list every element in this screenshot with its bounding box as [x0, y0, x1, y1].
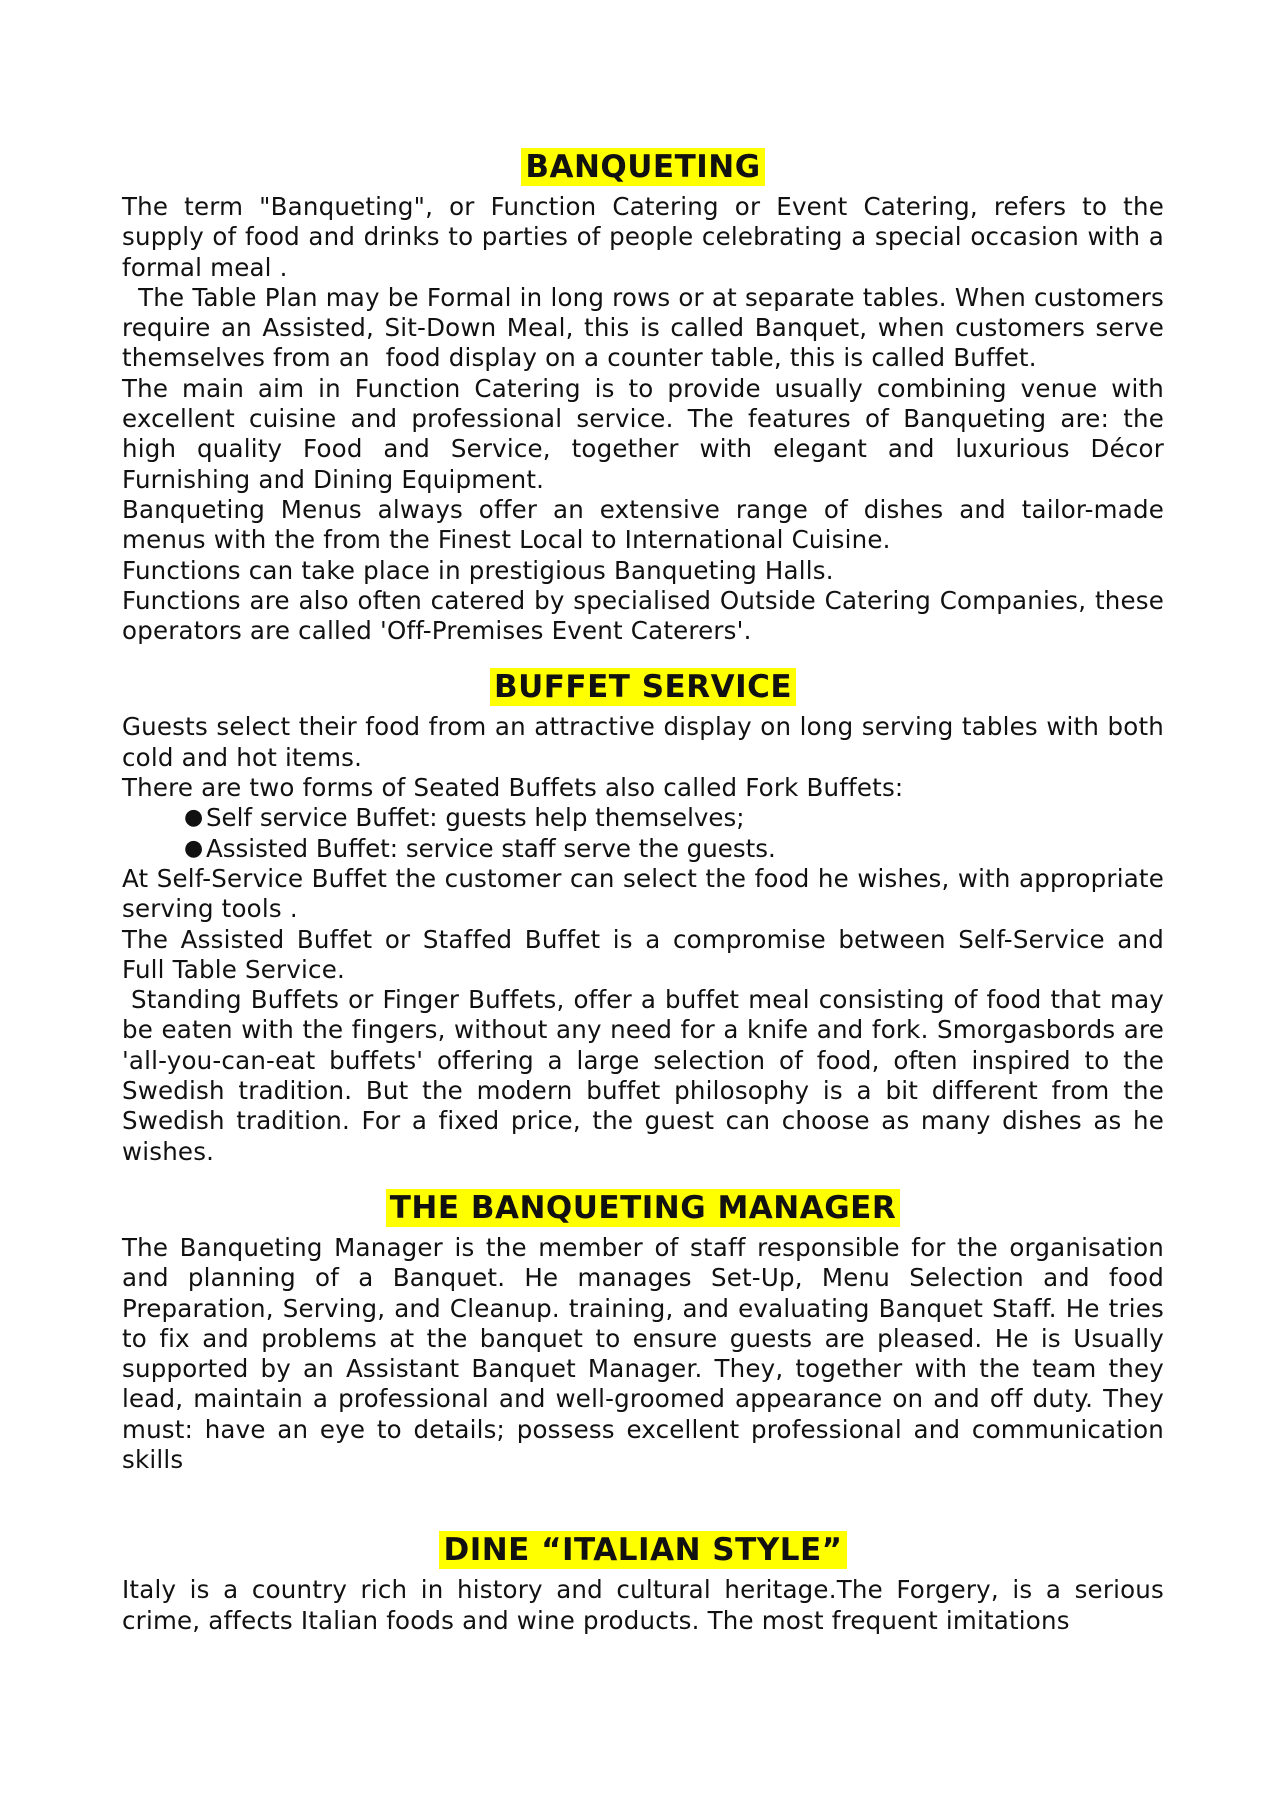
paragraph: Guests select their food from an attractive display on long serving tables with both cold and hot items. [122, 712, 1164, 772]
heading-row [122, 148, 1164, 192]
heading-row [122, 1189, 1164, 1233]
heading-row [122, 668, 1164, 712]
section-heading: BUFFET SERVICE [490, 668, 796, 706]
document-page [122, 148, 1172, 1636]
paragraph: The term "Banqueting", or Function Catering or Event Catering, refers to the supply of food and drinks to parties of people celebrating a special occasion with a formal meal . [122, 192, 1164, 282]
bullet-dot-icon: ● [184, 835, 204, 861]
spacer [122, 1167, 1164, 1189]
paragraph: The Banqueting Manager is the member of staff responsible for the organisation and planning of a Banquet. He manages Set-Up, Menu Selection and food Preparation, Serving, and Cleanup. training, and evaluating Banquet Staff. He tries to fix and problems at the banquet to ensure guests are pleased. He is Usually supported by an Assistant Banquet Manager. They, together with the team they lead, maintain a professional and well-groomed appearance on and off duty. They must: have an eye to details; possess excellent professional and communication skills [122, 1232, 1164, 1474]
section-heading: THE BANQUETING MANAGER [386, 1189, 900, 1227]
bullet-list [122, 803, 1164, 864]
paragraph: At Self-Service Buffet the customer can select the food he wishes, with appropriate serving tools . [122, 863, 1164, 924]
paragraph: Functions can take place in prestigious Banqueting Halls. [122, 555, 834, 585]
section-heading: DINE “ITALIAN STYLE” [439, 1531, 846, 1569]
list-item-text: Assisted Buffet: service staff serve the guests. [206, 833, 776, 863]
paragraph: There are two forms of Seated Buffets also called Fork Buffets: [122, 773, 904, 803]
section-heading: BANQUETING [521, 148, 764, 186]
section-banqueting [122, 148, 1172, 646]
paragraph: Banqueting Menus always offer an extensive range of dishes and tailor-made menus with the from the Finest Local to International Cuisine. [122, 494, 1164, 555]
paragraph: The Assisted Buffet or Staffed Buffet is a compromise between Self-Service and Full Table Service. [122, 924, 1164, 984]
section-banqueting-manager [122, 1189, 1164, 1475]
paragraph: Italy is a country rich in history and cultural heritage.The Forgery, is a serious crime, affects Italian foods and wine products. The most frequent imitations [122, 1575, 1164, 1635]
list-item [184, 834, 1164, 864]
section-buffet-service [122, 668, 1172, 1166]
bullet-dot-icon: ● [184, 805, 204, 831]
list-item-text: Self service Buffet: guests help themselves; [206, 803, 745, 833]
paragraph: The Table Plan may be Formal in long rows or at separate tables. When customers require an Assisted, Sit-Down Meal, this is called Banquet, when customers serve themselves from an food display on a counter table, this is called Buffet. [122, 282, 1172, 373]
spacer [122, 1475, 1164, 1531]
section-dine-italian-style [122, 1531, 1164, 1636]
paragraph: The main aim in Function Catering is to provide usually combining venue with excellent cuisine and professional service. The features of Banqueting are: the high quality Food and Service, together with elegant and luxurious Décor Furnishing and Dining Equipment. [122, 373, 1164, 494]
heading-row [122, 1531, 1164, 1575]
paragraph: Standing Buffets or Finger Buffets, offer a buffet meal consisting of food that may be eaten with the fingers, without any need for a knife and fork. Smorgasbords are 'all-you-can-eat buffets' offering a large selection of food, often inspired to the Swedish tradition. But the modern buffet philosophy is a bit different from the Swedish tradition. For a fixed price, the guest can choose as many dishes as he wishes. [122, 985, 1172, 1166]
spacer [122, 646, 1164, 668]
list-item [184, 803, 1164, 833]
paragraph: Functions are also often catered by specialised Outside Catering Companies, these operators are called 'Off-Premises Event Caterers'. [122, 585, 1164, 646]
